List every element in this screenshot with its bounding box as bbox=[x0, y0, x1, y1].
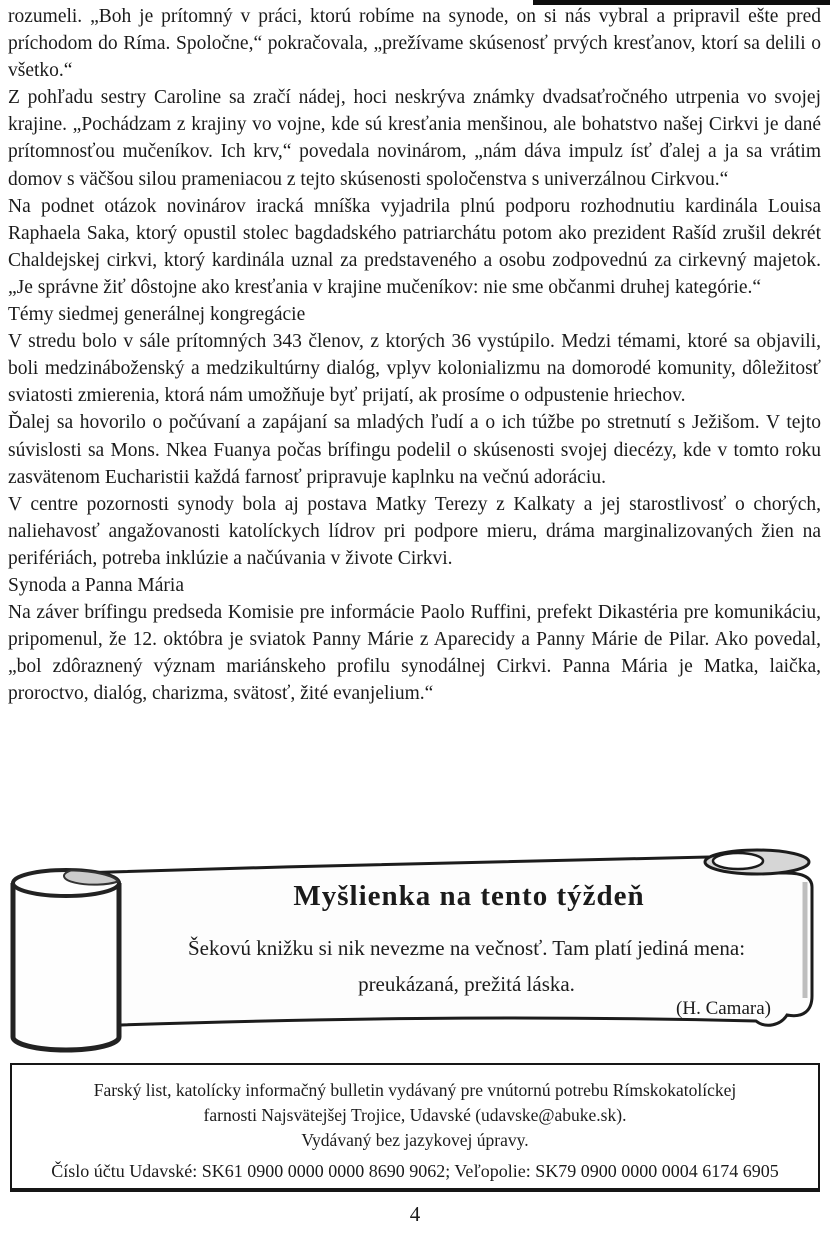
article-body bbox=[8, 3, 821, 707]
thought-scroll-banner bbox=[9, 846, 821, 1056]
paragraph: Ďalej sa hovorilo o počúvaní a zapájaní sa mladých ľudí a o ich túžbe po stretnutí s Ježišom. V tejto súvislosti sa Mons. Nkea Fuanya počas brífingu podelil o skúsenosti svojej diecézy, kde v tomto roku zasvätenom Eucharistii každá farnosť pripravuje kaplnku na večnú adoráciu. bbox=[8, 412, 821, 488]
page-number: 4 bbox=[409, 1202, 421, 1226]
thought-quote bbox=[134, 930, 799, 1002]
paragraph: V centre pozornosti synody bola aj postava Matky Terezy z Kalkaty a jej starostlivosť o chorých, naliehavosť angažovanosti katolíckych lídrov pri podpore mieru, dráma marginalizovaných žien na perifériách, potreba inklúzie a načúvania v živote Cirkvi. bbox=[8, 493, 821, 569]
scroll-left-roll-body bbox=[13, 883, 119, 1050]
thought-attribution: (H. Camara) bbox=[676, 998, 771, 1019]
section-heading-themes: Témy siedmej generálnej kongregácie bbox=[8, 304, 306, 326]
section-heading-synod-mary: Synoda a Panna Mária bbox=[8, 574, 184, 596]
imprint-line: Vydávaný bez jazykovej úpravy. bbox=[301, 1130, 529, 1150]
account-numbers: Číslo účtu Udavské: SK61 0900 0000 0000 8690 9062; Veľopolie: SK79 0900 0000 0004 6174 6905 bbox=[51, 1161, 779, 1181]
paragraph: rozumeli. „Boh je prítomný v práci, ktorú robíme na synode, on si nás vybral a pripravil ešte pred príchodom do Ríma. Spoločne,“ pokračovala, „prežívame skúsenosť prvých kresťanov, ktorí sa delili o všetko.“ bbox=[8, 6, 821, 82]
thought-title: Myšlienka na tento týždeň bbox=[293, 880, 645, 912]
quote-line: Šekovú knižku si nik nevezme na večnosť. Tam platí jediná mena: bbox=[187, 936, 746, 960]
imprint-box bbox=[10, 1063, 820, 1192]
imprint-line: Farský list, katolícky informačný bulletin vydávaný pre vnútornú potrebu Rímskokatolíckej bbox=[93, 1080, 737, 1100]
paragraph: Z pohľadu sestry Caroline sa zračí nádej, hoci neskrýva známky dvadsaťročného utrpenia vo svojej krajine. „Pochádzam z krajiny vo vojne, kde sú kresťania menšinou, ale bohatstvo našej Cirkvi je dané prítomnosťou mučeníkov. Ich krv,“ povedala novinárom, „nám dáva impulz ísť ďalej a ja sa vrátim domov s väčšou silou prameniacou z tejto skúsenosti spoločenstva s univerzálnou Cirkvou.“ bbox=[8, 87, 821, 190]
imprint-line: farnosti Najsvätejšej Trojice, Udavské (udavske@abuke.sk). bbox=[203, 1105, 627, 1125]
scroll-right-roll-core bbox=[713, 853, 763, 869]
paragraph: V stredu bolo v sále prítomných 343 členov, z ktorých 36 vystúpilo. Medzi témami, ktoré sa objavili, boli medzináboženský a medzikultúrny dialóg, vplyv kolonializmu na domorodé komunity, dôležitosť sviatosti zmierenia, ktorá nám umožňuje byť prijatí, ak prosíme o odpustenie hriechov. bbox=[8, 331, 821, 407]
quote-line: preukázaná, prežitá láska. bbox=[358, 972, 575, 996]
paragraph: Na podnet otázok novinárov iracká mníška vyjadrila plnú podporu rozhodnutiu kardinála Louisa Raphaela Saka, ktorý opustil stolec bagdadského patriarchátu potom ako prezident Rašíd zrušil dekrét Chaldejskej cirkvi, ktorý kardinála uznal za predstaveného a osobu zodpovednú za cirkevný majetok. „Je správne žiť dôstojne ako kresťania v krajine mučeníkov: nie sme občanmi druhej kategórie.“ bbox=[8, 195, 821, 298]
paragraph: Na záver brífingu predseda Komisie pre informácie Paolo Ruffini, prefekt Dikastéria pre komunikáciu, pripomenul, že 12. októbra je sviatok Panny Márie z Aparecidy a Panny Márie de Pilar. Ako povedal, „bol zdôraznený význam mariánskeho profilu synodálnej Cirkvi. Panna Mária je Matka, laička, proroctvo, dialóg, charizma, svätosť, žité evanjelium.“ bbox=[8, 602, 821, 705]
